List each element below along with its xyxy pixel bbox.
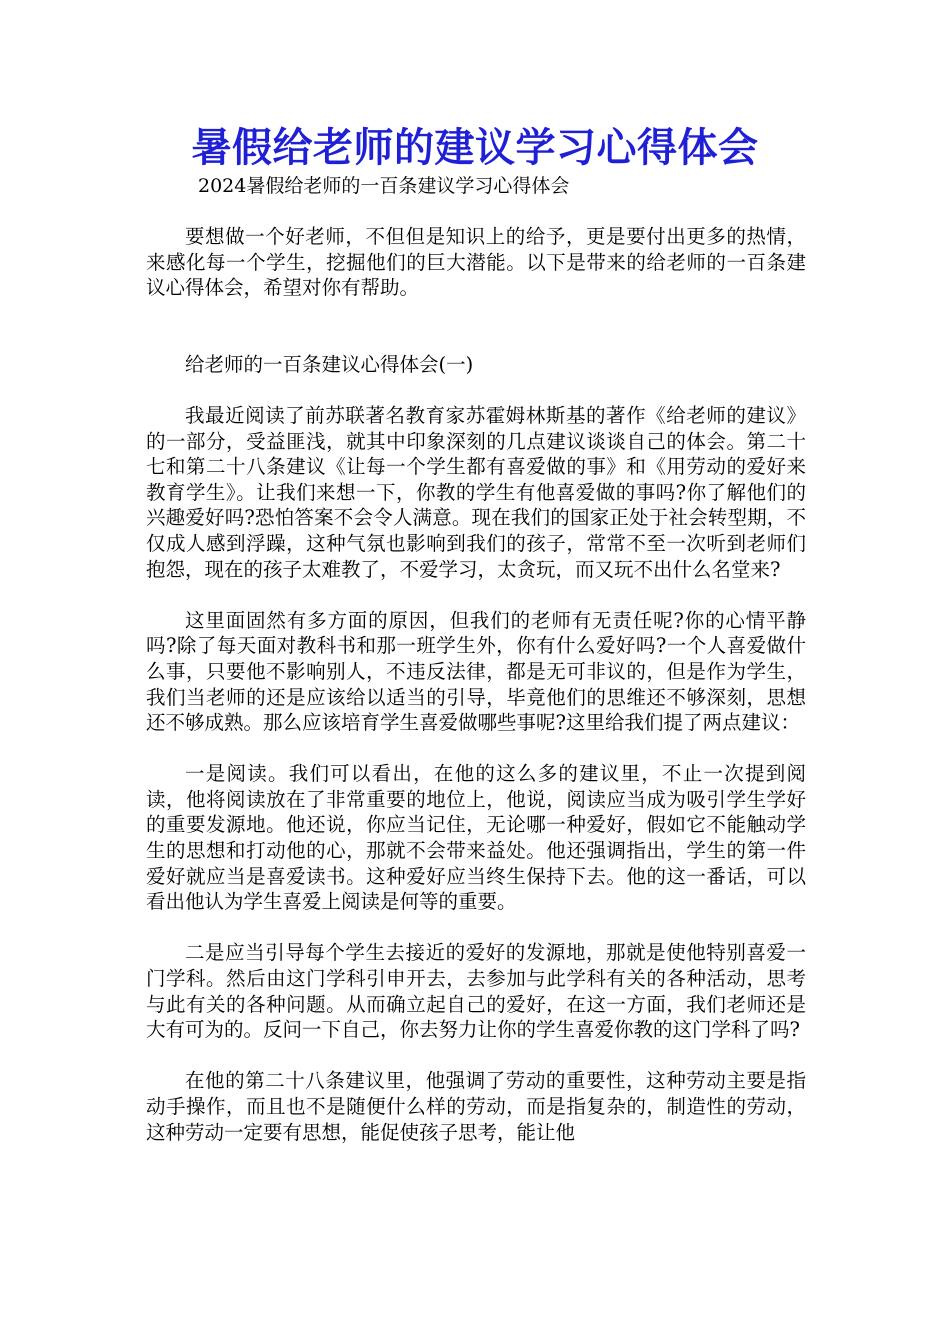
intro-paragraph: 要想做一个好老师，不但但是知识上的给予，更是要付出更多的热情，来感化每一个学生，挖掘他们的巨大潜能。以下是带来的给老师的一百条建议心得体会，希望对你有帮助。 bbox=[146, 225, 806, 300]
body-paragraph: 在他的第二十八条建议里，他强调了劳动的重要性，这种劳动主要是指动手操作，而且也不是随便什么样的劳动，而是指复杂的，制造性的劳动，这种劳动一定要有思想，能促使孩子思考，能让他 bbox=[146, 1069, 806, 1144]
document-body bbox=[146, 224, 806, 1171]
body-paragraph: 我最近阅读了前苏联著名教育家苏霍姆林斯基的著作《给老师的建议》的一部分，受益匪浅，就其中印象深刻的几点建议谈谈自己的体会。第二十七和第二十八条建议《让每一个学生都有喜爱做的事》和《用劳动的爱好来教育学生》。让我们来想一下，你教的学生有他喜爱做的事吗?你了解他们的兴趣爱好吗?恐怕答案不会令人满意。现在我们的国家正处于社会转型期，不仅成人感到浮躁，这种气氛也影响到我们的孩子，常常不至一次听到老师们抱怨，现在的孩子太难教了，不爱学习，太贪玩，而又玩不出什么名堂来? bbox=[146, 403, 806, 581]
document-title: 暑假给老师的建议学习心得体会 bbox=[191, 124, 759, 171]
body-paragraph: 这里面固然有多方面的原因，但我们的老师有无责任呢?你的心情平静吗?除了每天面对教科书和那一班学生外，你有什么爱好吗?一个人喜爱做什么事，只要他不影响别人，不违反法律，都是无可非议的，但是作为学生，我们当老师的还是应该给以适当的引导，毕竟他们的思维还不够深刻，思想还不够成熟。那么应该培育学生喜爱做哪些事呢?这里给我们提了两点建议： bbox=[146, 608, 806, 735]
body-paragraph: 一是阅读。我们可以看出，在他的这么多的建议里，不止一次提到阅读，他将阅读放在了非常重要的地位上，他说，阅读应当成为吸引学生学好的重要发源地。他还说，你应当记住，无论哪一种爱好，假如它不能触动学生的思想和打动他的心，那就不会带来益处。他还强调指出，学生的第一件爱好就应当是喜爱读书。这种爱好应当终生保持下去。他的这一番话，可以看出他认为学生喜爱上阅读是何等的重要。 bbox=[146, 762, 806, 914]
section-heading: 给老师的一百条建议心得体会(一) bbox=[185, 352, 474, 376]
body-paragraph: 二是应当引导每个学生去接近的爱好的发源地，那就是使他特别喜爱一门学科。然后由这门学科引申开去，去参加与此学科有关的各种活动，思考与此有关的各种问题。从而确立起自己的爱好，在这一方面，我们老师还是大有可为的。反问一下自己，你去努力让你的学生喜爱你教的这门学科了吗? bbox=[146, 941, 806, 1042]
document-subtitle: 2024暑假给老师的一百条建议学习心得体会 bbox=[198, 175, 570, 197]
